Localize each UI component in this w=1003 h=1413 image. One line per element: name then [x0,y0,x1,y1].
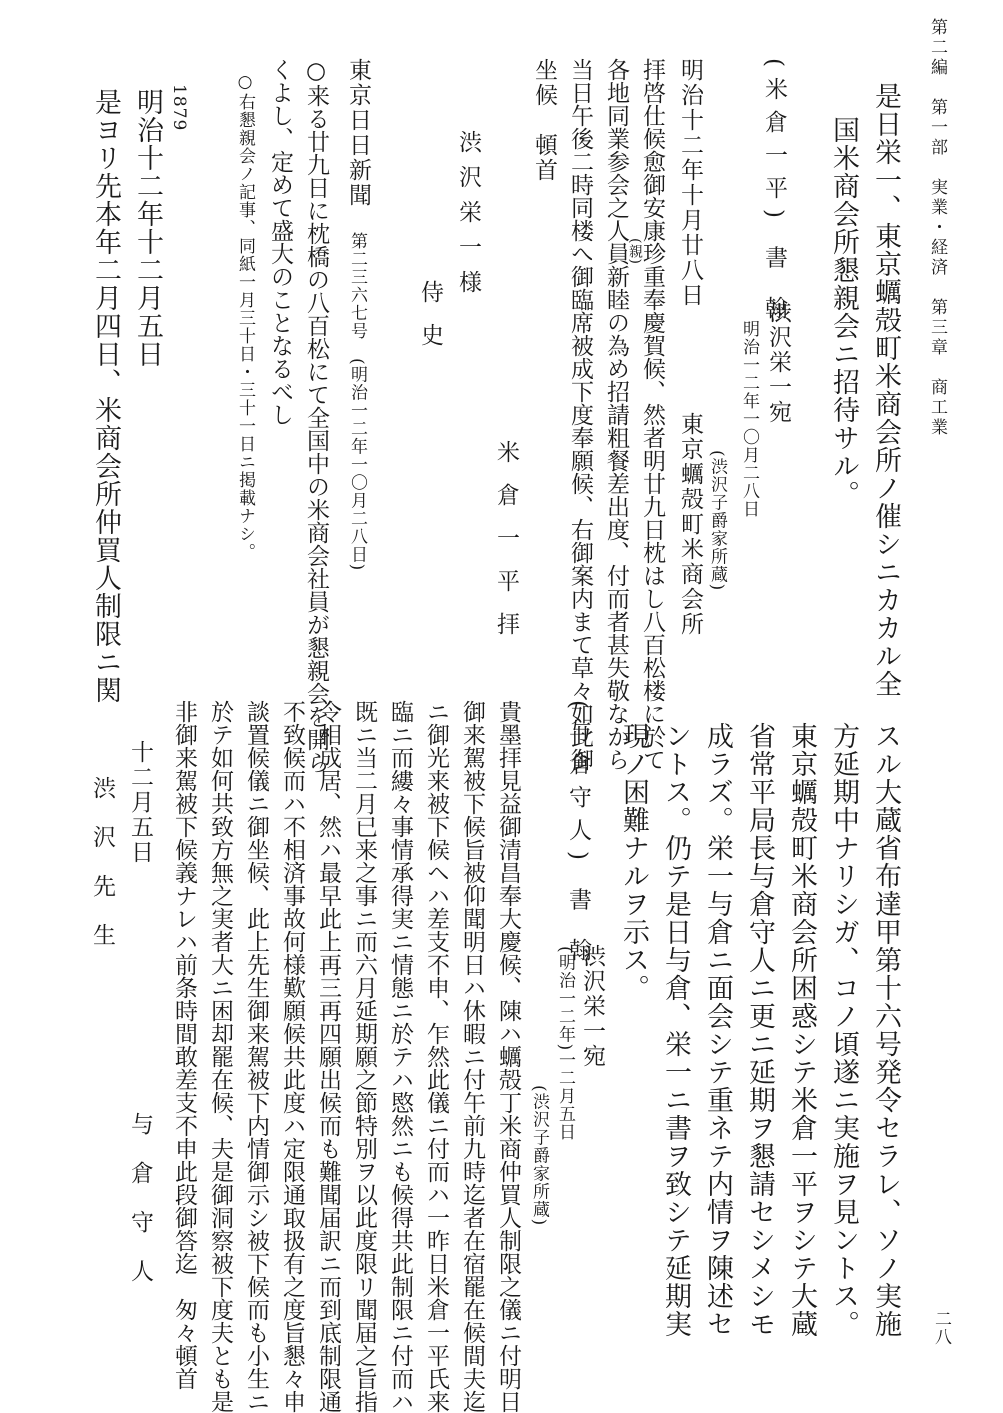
intro-cont-line-2: 方延期中ナリシガ、コノ頃遂ニ実施ヲ見ントス。 [828,722,859,1338]
letter-title: (米倉一平) 書 翰 [761,58,787,329]
letter2-source: (渋沢子爵家所蔵) [529,1085,549,1227]
letter-source: (渋沢子爵家所蔵) [707,450,727,592]
letter-date-note: 明治一二年一〇月二八日 [739,320,759,518]
letter2-line-9: 於テ如何共致方無之実者大ニ困却罷在候、夫是御洞察被下度夫とも是 [207,700,233,1413]
running-head: 第二編 第一部 実業・経済 第三章 商工業 [927,18,947,438]
letter2-signer: 与倉守人 [127,1112,153,1308]
newspaper-issue: 第二三六七号 (明治一二年一〇月二八日) [347,232,367,572]
letter2-line-1: 貴墨拝見益御清昌奉大慶候、陳ハ蠣殻丁米商仲買人制限之儀ニ付明日 [495,700,521,1413]
news-note: ○右懇親会ノ記事、同紙一月三十日・三十一日ニ掲載ナシ。 [235,72,255,561]
letter2-line-6: 令相成居、然ハ最早此上再三再四願出候而も難聞届訳ニ而到底制限通 [315,700,341,1413]
letter2-line-10: 非御来駕被下候義ナレハ前条時間敢差支不申此段御答迄 匆々頓首 [171,700,197,1390]
letter-attendant: 侍史 [417,280,443,366]
news-line-1: ○来る廿九日に枕橋の八百松にて全国中の米商会社員が懇親会を開ら [303,58,329,774]
letter-date: 明治十二年十月廿八日 [677,58,703,308]
letter2-line-4: 臨ニ而縷々事情承得実ニ情態ニ於テハ愍然ニも候得共此制限ニ付而ハ [387,700,413,1413]
letter2-recipient: 渋沢栄一宛 [579,944,605,1069]
intro-cont-line-4: 省常平局長与倉守人ニ更ニ延期ヲ懇請セシメシモ [744,722,775,1338]
letter2-date-note: (明治一二年)一二月五日 [555,946,575,1142]
letter-body-line-4: 坐候 頓首 [531,58,557,183]
letter2-line-8: 談置候儀ニ御坐候、此上先生御来駕被下内情御示シ被下候而も小生ニ [243,700,269,1413]
year-label: 1879 [169,84,189,132]
letter-signer: 米倉一平拝 [493,440,519,655]
letter-body-line-1: 拝啓仕候愈御安康珍重奉慶賀候、然者明廿九日枕はし八百松楼に於て [639,58,665,771]
newspaper-name: 東京日日新聞 [345,58,371,208]
page-number: 二八 [931,1310,951,1346]
intro-cont-line-5: 成ラズ。栄一与倉ニ面会シテ重ネテ内情ヲ陳述セ [702,722,733,1338]
intro-cont-line-7: 現ノ困難ナルヲ示ス。 [618,722,649,1002]
letter-addressee: 渋沢栄一様 [455,130,481,305]
date-heading: 明治十二年十二月五日 [132,88,163,368]
letter-body-line-2: 各地同業参会之人員新睦の為め招請粗餐差出度、付而者甚失敬なから [603,58,629,771]
letter2-addressee: 渋沢先生 [89,776,115,972]
intro-cont-line-1: スル大蔵省布達甲第十六号発令セラレ、ソノ実施 [870,722,901,1338]
news-line-2: くよし、定めて盛大のことなるべし [267,58,293,426]
letter-recipient: 渋沢栄一宛 [765,300,791,425]
headline-line-2: 国米商会所懇親会ニ招待サル。 [828,116,859,508]
letter2-line-2: 御来駕被下候旨被仰聞明日ハ休暇ニ付午前九時迄者在宿罷在候間夫迄 [459,700,485,1413]
intro-cont-line-6: ントス。仍テ是日与倉、栄一ニ書ヲ致シテ延期実 [660,722,691,1338]
letter-body-line-3: 当日午後二時同楼へ御臨席被成下度奉願候、右御案内まて草々如此御 [567,58,593,771]
letter2-line-5: 既ニ当二月已来之事ニ而六月延期願之節特別ヲ以此度限リ聞届之旨指 [351,700,377,1413]
intro-cont-line-3: 東京蠣殻町米商会所困惑シテ米倉一平ヲシテ大蔵 [786,722,817,1338]
letter2-title: (与倉守人) 書 翰 [565,700,591,971]
letter2-line-3: ニ御光来被下候ヘハ差支不申、乍然此儀ニ付而ハ一昨日米倉一平氏来 [423,700,449,1413]
letter-body-note: (親) [627,238,643,265]
letter-sender-place: 東京蠣殻町米商会所 [677,412,703,637]
letter2-line-7: 不致候而ハ不相済事故何様歎願候共此度ハ定限通取扱有之度旨懇々申 [279,700,305,1413]
headline-line-1: 是日栄一、東京蠣殻町米商会所ノ催シニカカル全 [870,82,901,698]
letter2-date: 十二月五日 [127,740,153,865]
section-intro-line: 是ヨリ先本年二月四日、米商会所仲買人制限ニ関 [90,88,121,704]
